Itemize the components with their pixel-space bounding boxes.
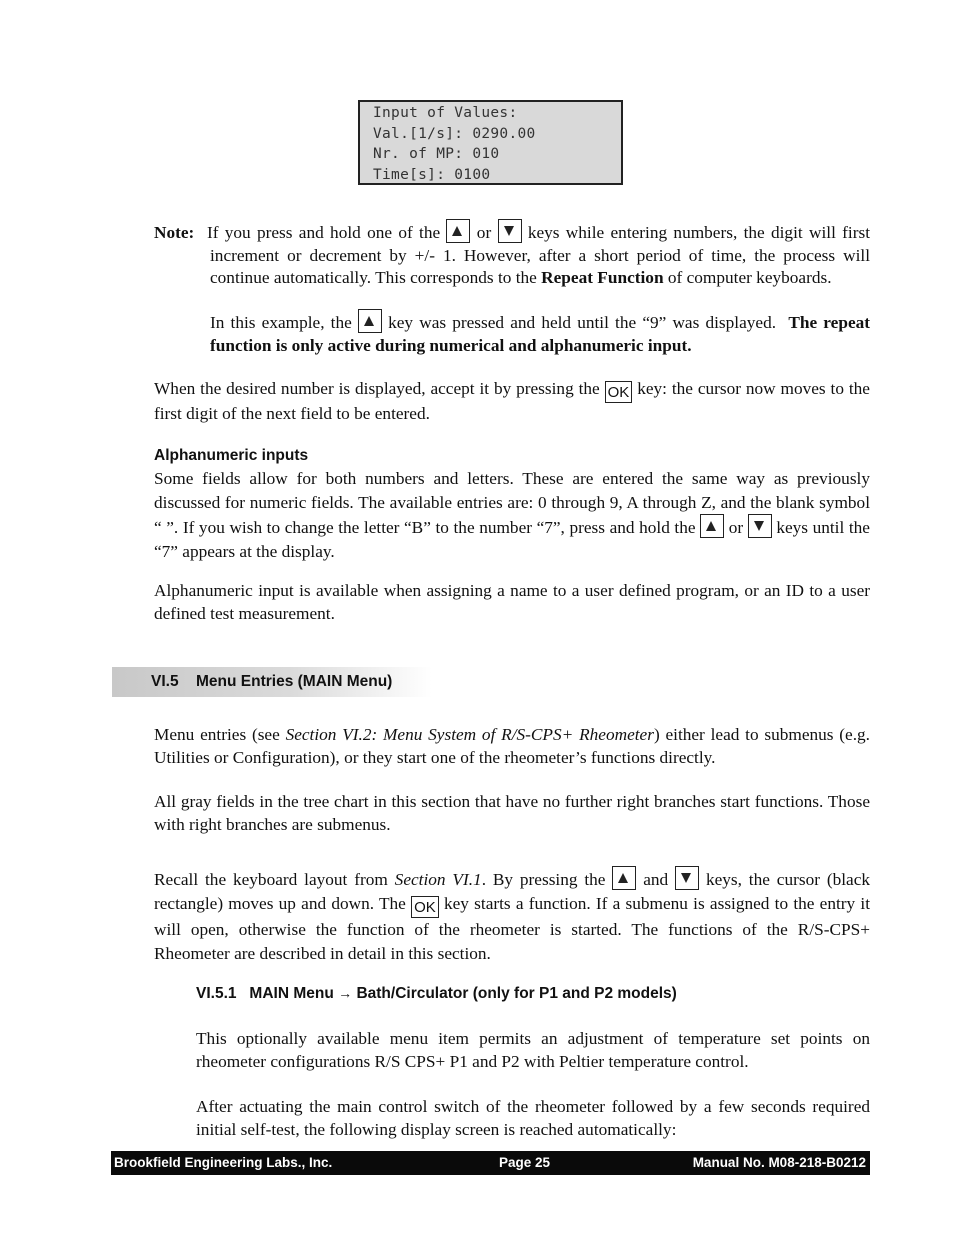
subsection-main-menu: MAIN Menu [249,985,334,1002]
up-arrow-key-icon [700,514,724,538]
menu-paragraph-1 [154,724,870,769]
alphanumeric-paragraph-1 [154,467,870,563]
menu-paragraph-3 [154,866,870,965]
ok-key-icon: OK [411,896,439,918]
accept-paragraph [154,378,870,426]
note-text-3: of computer keyboards. [667,268,832,287]
subsection-heading [196,985,677,1003]
section-title: Menu Entries (MAIN Menu) [196,673,393,690]
page-footer [111,1151,870,1175]
note-example-paragraph [210,309,870,357]
footer-company: Brookfield Engineering Labs., Inc. [114,1155,333,1170]
down-arrow-key-icon [498,219,522,243]
subsection-number: VI.5.1 [196,985,237,1002]
note-paragraph [154,219,870,290]
accept-text-1: When the desired number is displayed, accept it by pressing the [154,379,600,398]
note-example-bold: The repeat function is only active during numerical and alphanumeric input. [210,313,871,355]
lcd-line-1: Input of Values: [373,105,518,121]
note-text-1: If you press and hold one of the [206,223,441,242]
down-arrow-key-icon [748,514,772,538]
footer-page-number: Page 25 [499,1155,551,1170]
menu-p3-and: and [643,870,669,889]
alphanumeric-heading: Alphanumeric inputs [154,447,309,464]
up-arrow-key-icon [358,309,382,333]
menu-text-2: ) either lead to submenus (e.g. Utilities or Configuration), or they start one of the rheometer’s functions directly. [154,725,870,767]
menu-p3-section-reference: Section VI.1 [394,870,482,889]
alpha-text-2: keys until the “7” appears at the display. [154,518,870,561]
down-arrow-key-icon [675,866,699,890]
up-arrow-key-icon [446,219,470,243]
menu-p3-text-2: . By pressing the [481,870,606,889]
note-example-text-1: In this example, the [210,313,352,332]
section-number: VI.5 [151,673,179,690]
ok-key-icon: OK [605,381,633,403]
lcd-display [358,100,623,185]
bath-paragraph-1: This optionally available menu item permits an adjustment of temperature set points on rheometer configurations R/S CPS+ P1 and P2 with Peltier temperature control. [196,1029,870,1071]
lcd-line-3: Nr. of MP: 010 [373,146,500,162]
note-label: Note: [154,223,195,242]
footer-manual-number: Manual No. M08-218-B0212 [692,1155,866,1170]
menu-p3-text-3: keys, the cursor (black rectangle) moves up and down. The [154,870,871,913]
alpha-or: or [728,518,744,537]
subsection-title: Bath/Circulator (only for P1 and P2 models) [356,985,677,1002]
lcd-line-4: Time[s]: 0100 [373,166,491,183]
menu-p3-text-1: Recall the keyboard layout from [154,870,388,889]
note-or: or [476,223,492,242]
menu-section-reference: Section VI.2: Menu System of R/S-CPS+ Rheometer [285,725,654,744]
up-arrow-key-icon [612,866,636,890]
bath-paragraph-2: After actuating the main control switch of the rheometer followed by a few seconds required initial self-test, the following display screen is reached automatically: [196,1097,870,1139]
menu-p3-text-4: key starts a function. If a submenu is assigned to the entry it will open, otherwise the function of the rheometer is started. The functions of the R/S-CPS+ Rheometer are described in detail in this section. [154,893,871,963]
menu-paragraph-2: All gray fields in the tree chart in this section that have no further right branches start functions. Those with right branches are submenus. [154,792,870,834]
note-example-text-2: key was pressed and held until the “9” was displayed. [388,313,777,332]
right-arrow-icon: → [338,985,353,1001]
alpha-text-1: Some fields allow for both numbers and letters. These are entered the same way as previously discussed for numeric fields. The available entries are: 0 through 9, A through Z, and the blank symbol “ ”. If you wish to change the letter “B” to the number “7”, press and hold the [154,469,870,537]
note-repeat-function: Repeat Function [541,268,664,287]
accept-text-2: key: the cursor now moves to the first digit of the next field to be entered. [154,379,870,423]
menu-text-1: Menu entries (see [154,725,280,744]
alphanumeric-paragraph-2: Alphanumeric input is available when assigning a name to a user defined program, or an ID to a user defined test measurement. [154,581,870,623]
lcd-line-2: Val.[1/s]: 0290.00 [373,125,536,142]
note-text-2: keys while entering numbers, the digit will first increment or decrement by +/- 1. However, after a short period of time, the process will continue automatically. This corresponds to the [210,223,871,287]
